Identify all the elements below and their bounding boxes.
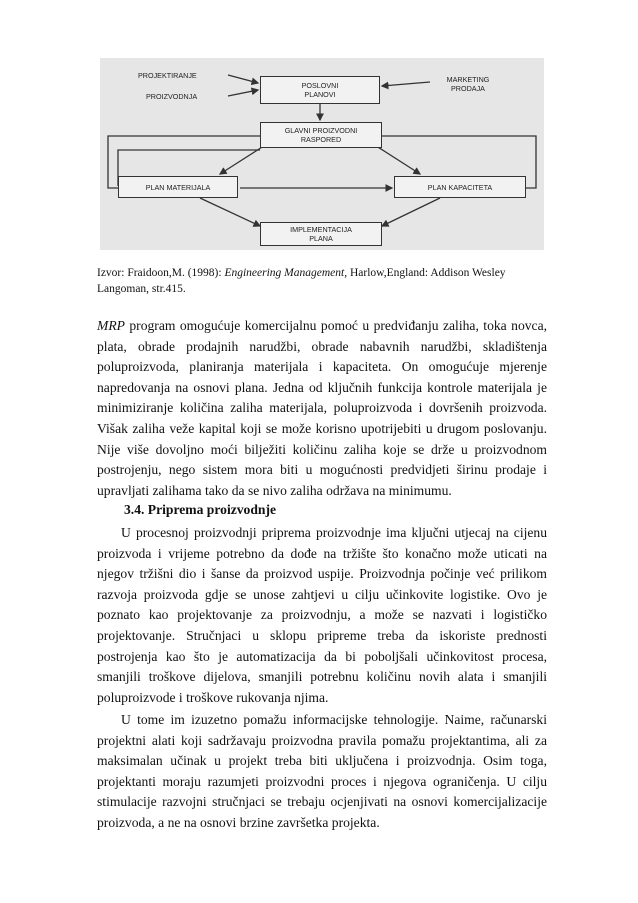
box-poslovni-planovi: [260, 76, 380, 104]
label-projektiranje: PROJEKTIRANJE: [138, 71, 197, 80]
marketing-line1: MARKETING: [446, 75, 490, 84]
box-marketing-prodaja: [430, 72, 506, 96]
plan-materijala-label: PLAN MATERIJALA: [145, 182, 211, 192]
caption-title: Engineering Management,: [224, 267, 348, 279]
implementacija-line2: PLANA: [309, 234, 333, 243]
poslovni-line1: POSLOVNI: [301, 81, 339, 90]
glavni-line2: RASPORED: [300, 135, 342, 144]
caption-prefix: Izvor: Fraidoon,M. (1998):: [97, 267, 225, 279]
paragraph-informacijske: U tome im izuzetno pomažu informacijske tehnologije. Naime, računarski projektni alati koji sadržavaju proizvodna pravila pomažu projektantima, ali za maksimalan učinak u projekt treba biti uključena i proizvodnja. Osim toga, projektanti moraju razumjeti proizvodni proces i njegova ograničenja. U cilju stimulacije razvojni stručnjaci se trebaju ocjenjivati na osnovi komercijalizacije proizvoda, a ne na osnovi brzine završetka projekta.: [97, 712, 547, 830]
box-implementacija-plana: [260, 222, 382, 246]
box-plan-materijala: [118, 176, 238, 198]
caption-suffix: Harlow,England: Addison Wesley Langoman, str.415.: [97, 267, 506, 295]
paragraph-mrp: [97, 316, 547, 501]
glavni-line1: GLAVNI PROIZVODNI: [284, 126, 358, 135]
paragraph-priprema: U procesnoj proizvodnji priprema proizvodnje ima ključni utjecaj na cijenu proizvoda i vrijeme potrebno da dođe na tržište što konačno može uticati na njegov tržišni dio i šanse da proizvod uspije. Proizvodnja počinje već prilikom razvoja proizvoda gdje se unose zahtjevi u cilju učinkovite logistike. Ovo je poznato kao projektovanje za proizvodnju, a može se nazvati i logističko projektovanje. Stručnjaci u sklopu pripreme treba da iskoriste prednosti postrojenja kao što je automatizacija da bi poboljšali učinkovitost procesa, smanjili troškove dijelova, smanjili potrebnu količinu novih alata i smanjili poluproizvode i troškove rukovanja njima.: [97, 525, 547, 705]
figure-caption: [97, 265, 547, 297]
mrp-lead: MRP: [97, 318, 125, 333]
mrp-flow-diagram: [100, 58, 544, 250]
box-plan-kapaciteta: [394, 176, 526, 198]
box-glavni-raspored: [260, 122, 382, 148]
poslovni-line2: PLANOVI: [304, 90, 336, 99]
implementacija-line1: IMPLEMENTACIJA: [290, 225, 352, 234]
paragraph-mrp-text: program omogućuje komercijalnu pomoć u predviđanju zaliha, toka novca, plata, obrade prodajnih narudžbi, obrade nabavnih narudžbi, skladištenja poluproizvoda, planiranja materijala i kapaciteta. On omogućuje mjerenje napredovanja na osnovi plana. Jedna od ključnih funkcija kontrole materijala je minimiziranje količina zaliha materijala, poluproizvoda i dovršenih proizvoda. Višak zaliha veže kapital koji se može korisno upotrijebiti u drugom poslovanju. Nije više dovoljno moći bilježiti količinu zaliha koje se drže u proizvodnom postrojenju, nego sistem mora biti u mogućnosti predvidjeti širinu prodaje i upravljati zalihama tako da se nivo zaliha održava na minimumu.: [97, 318, 547, 498]
label-proizvodnja: PROIZVODNJA: [146, 92, 198, 101]
plan-kapaciteta-label: PLAN KAPACITETA: [427, 182, 493, 192]
marketing-line2: PRODAJA: [451, 84, 485, 93]
section-heading: 3.4. Priprema proizvodnje: [124, 502, 277, 517]
